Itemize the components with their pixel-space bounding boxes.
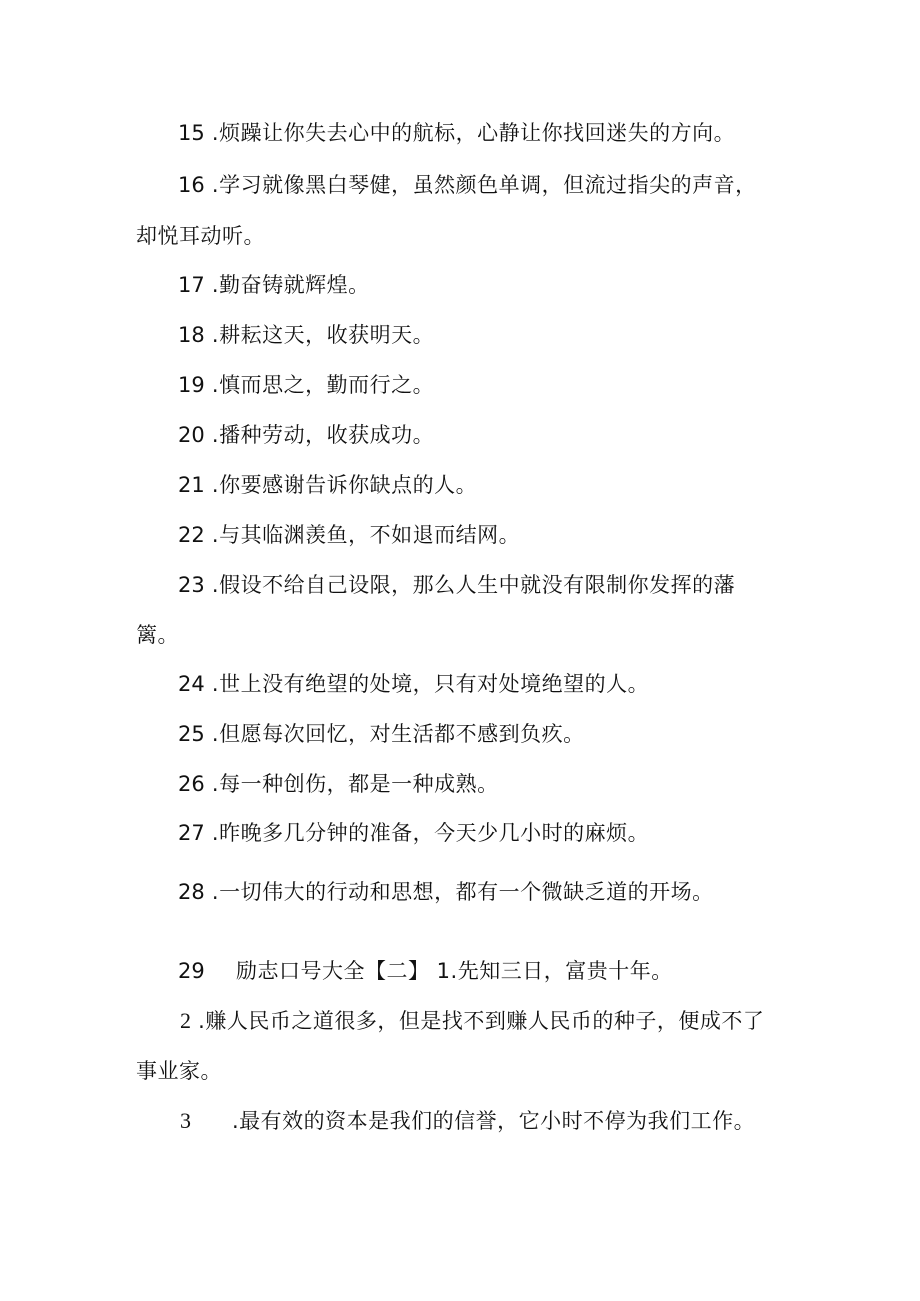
item-number: 19 (178, 373, 205, 397)
item-text: .与其临渊羡鱼，不如退而结网。 (204, 523, 521, 547)
item-23-continued (136, 622, 179, 648)
item-text: .假设不给自己设限，那么人生中就没有限制你发挥的藩 (204, 573, 736, 597)
item-28 (178, 879, 714, 905)
item-text: .播种劳动，收获成功。 (204, 423, 435, 447)
item-text: .一切伟大的行动和思想，都有一个微缺乏道的开场。 (204, 880, 714, 904)
item-3 (180, 1108, 755, 1134)
item-2 (180, 1008, 764, 1034)
item-text: .学习就像黑白琴健，虽然颜色单调，但流过指尖的声音， (204, 173, 757, 197)
item-number: 15 (178, 121, 205, 145)
item-text: .每一种创伤，都是一种成熟。 (204, 772, 499, 796)
item-text: .最有效的资本是我们的信誉，它小时不停为我们工作。 (232, 1109, 756, 1133)
item-number: 16 (178, 173, 205, 197)
item-number: 26 (178, 772, 205, 796)
item-text: 却悦耳动听。 (136, 224, 265, 248)
item-text: .慎而思之，勤而行之。 (204, 373, 435, 397)
item-number: 18 (178, 323, 205, 347)
item-16-continued (136, 223, 265, 249)
item-text: 事业家。 (136, 1059, 222, 1083)
item-15 (178, 120, 735, 146)
item-text: .你要感谢告诉你缺点的人。 (204, 473, 478, 497)
item-text: .勤奋铸就辉煌。 (204, 273, 370, 297)
item-number: 24 (178, 672, 205, 696)
item-23 (178, 572, 735, 598)
item-number: 27 (178, 821, 205, 845)
item-17 (178, 272, 370, 298)
item-21 (178, 472, 477, 498)
item-number: 21 (178, 473, 205, 497)
item-2-continued (136, 1058, 222, 1084)
item-text: .世上没有绝望的处境，只有对处境绝望的人。 (204, 672, 650, 696)
item-number: 23 (178, 573, 205, 597)
item-number: 25 (178, 722, 205, 746)
item-number: 3 (180, 1108, 191, 1133)
item-text: 励志口号大全【二】 1.先知三日，富贵十年。 (236, 959, 673, 983)
item-number: 20 (178, 423, 205, 447)
item-number: 22 (178, 523, 205, 547)
item-18 (178, 322, 434, 348)
item-text: .昨晚多几分钟的准备，今天少几小时的麻烦。 (204, 821, 650, 845)
item-26 (178, 771, 499, 797)
item-text: .耕耘这天，收获明天。 (204, 323, 435, 347)
item-number: 17 (178, 273, 205, 297)
item-27 (178, 820, 649, 846)
item-29-section-heading (178, 958, 673, 984)
item-text: .烦躁让你失去心中的航标，心静让你找回迷失的方向。 (204, 121, 736, 145)
item-number: 29 (178, 959, 205, 983)
item-number: 2 (180, 1008, 191, 1033)
item-20 (178, 422, 434, 448)
item-25 (178, 721, 585, 747)
item-text: .赚人民币之道很多，但是找不到赚人民币的种子，便成不了 (191, 1009, 765, 1033)
item-19 (178, 372, 434, 398)
item-16 (178, 172, 757, 198)
item-text: 篱。 (136, 623, 179, 647)
item-number: 28 (178, 880, 205, 904)
item-24 (178, 671, 649, 697)
item-22 (178, 522, 520, 548)
item-text: .但愿每次回忆，对生活都不感到负疚。 (204, 722, 585, 746)
